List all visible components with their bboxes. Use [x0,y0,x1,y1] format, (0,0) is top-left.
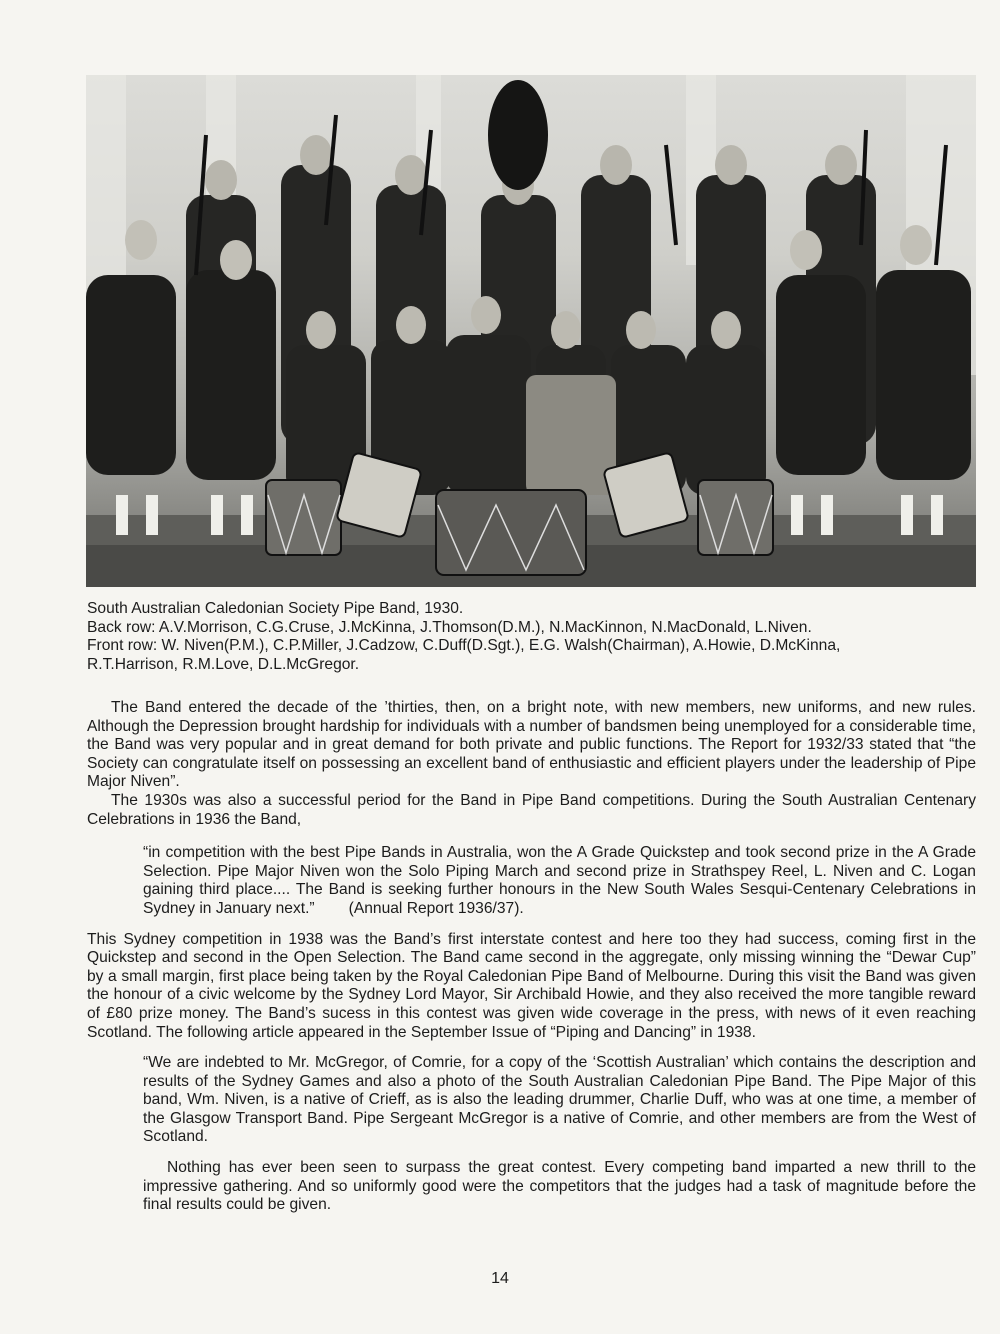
block-quote-1-text: “in competition with the best Pipe Bands in Australia, won the A Grade Quickstep and took second prize in the A Grade Selection. Pipe Major Niven won the Solo Piping March and second prize in Strathspey Reel, L. Niven and C. Logan gaining third place.... The Band is seeking further honours in the New South Wales Sesqui-Centenary Celebrations in Sydney in January next.” [143,844,976,917]
paragraph-2: The 1930s was also a successful period for the Band in Pipe Band competitions. During the South Australian Centenary Celebrations in 1936 the Band, [87,791,976,828]
caption-front-row: Front row: W. Niven(P.M.), C.P.Miller, J.Cadzow, C.Duff(D.Sgt.), E.G. Walsh(Chairman), A.Howie, D.McKinna, [87,637,841,655]
article-body [87,699,976,1227]
band-photograph [86,75,976,587]
caption-back-row: Back row: A.V.Morrison, C.G.Cruse, J.McKinna, J.Thomson(D.M.), N.MacKinnon, N.MacDonald, L.Niven. [87,618,812,636]
caption-front-row-continued: R.T.Harrison, R.M.Love, D.L.McGregor. [87,655,360,673]
page-number: 14 [491,1270,509,1287]
caption-title: South Australian Caledonian Society Pipe Band, 1930. [87,600,464,617]
block-quote-2a: “We are indebted to Mr. McGregor, of Comrie, for a copy of the ‘Scottish Australian’ which contains the description and results of the Sydney Games and also a photo of the South Australian Caledonian Pipe Band. The Pipe Major of this band, Wm. Niven, is a native of Crieff, as is also the leading drummer, Charlie Duff, who was at one time, a member of the Glasgow Transport Band. Pipe Sergeant McGregor is a native of Comrie, and other members are from the West of Scotland. [143,1054,976,1146]
paragraph-3: This Sydney competition in 1938 was the Band’s first interstate contest and here too they had success, coming first in the Quickstep and second in the Open Selection. The Band came second in the aggregate, only missing winning the “Dewar Cup” by a small margin, first place being taken by the Royal Caledonian Pipe Band of Melbourne. During this visit the Band was given the honour of a civic welcome by the Sydney Lord Mayor, Sir Archibald Howie, and they also received the more tangible reward of £80 prize money. The Band’s sucess in this contest was given wide coverage in the press, with news of it even reaching Scotland. The following article appeared in the September Issue of “Piping and Dancing” in 1938. [87,930,976,1041]
block-quote-1-citation: (Annual Report 1936/37). [348,899,524,917]
block-quote-2b: Nothing has ever been seen to surpass the great contest. Every competing band imparted a new thrill to the impressive gathering. And so uniformly good were the competitors that the judges had a task of magnitude before the final results could be given. [143,1159,976,1214]
block-quote-1 [143,844,976,918]
band-photograph-drawing [86,75,976,587]
paragraph-1: The Band entered the decade of the ’thirties, then, on a bright note, with new members, new uniforms, and new rules. Although the Depression brought hardship for individuals with a number of bandsmen being unemployed for a considerable time, the Band was very popular and in great demand for both private and public functions. The Report for 1932/33 stated that “the Society can congratulate itself on possessing an excellent band of enthusiastic and efficient players under the leadership of Pipe Major Niven”. [87,699,976,791]
photo-caption [87,600,977,674]
